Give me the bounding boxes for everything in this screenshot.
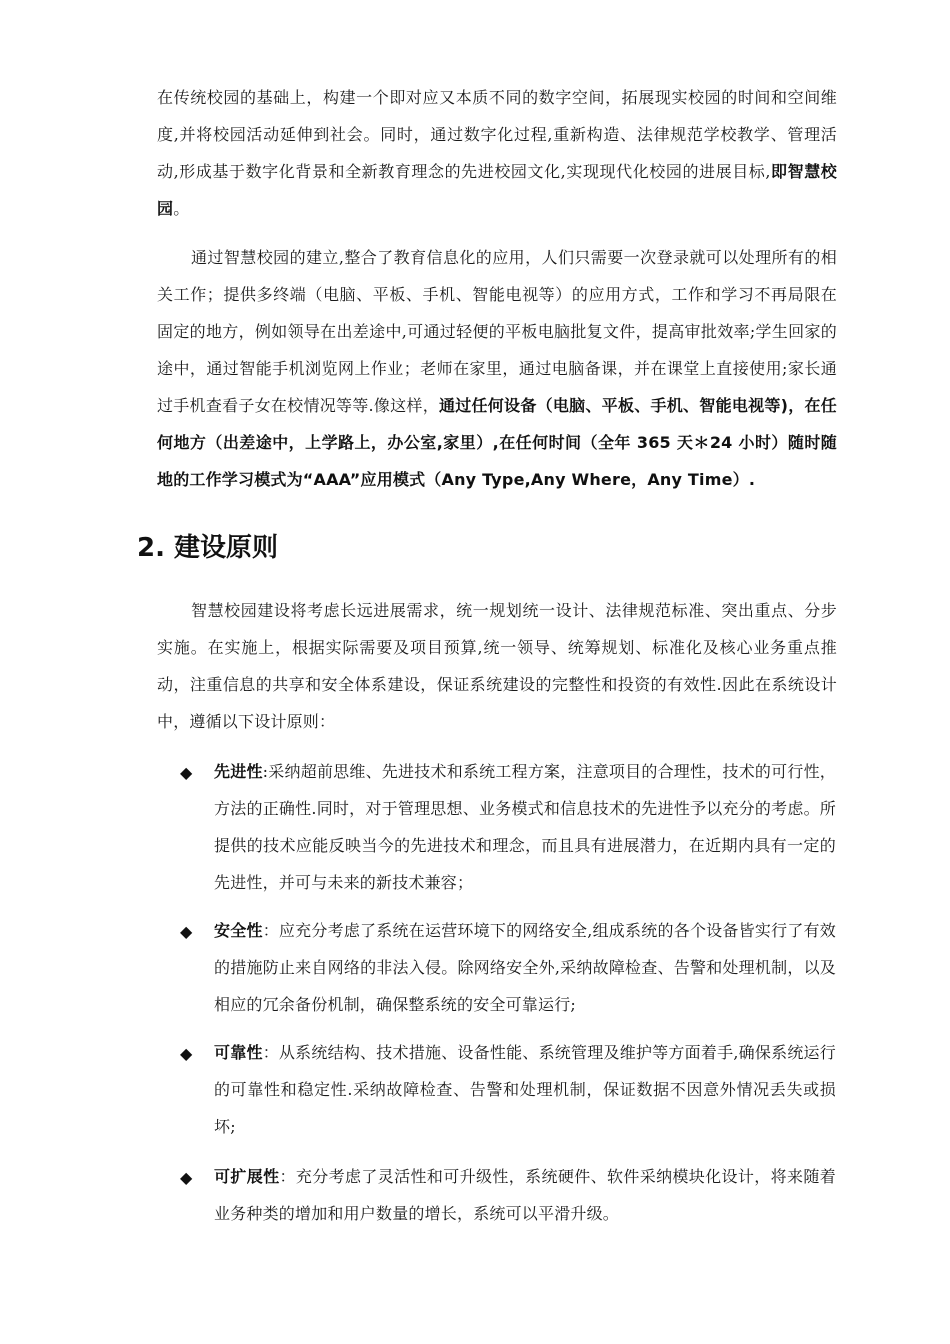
bullet-body: ：从系统结构、技术措施、设备性能、系统管理及维护等方面着手,确保系统运行的可靠性和稳定性.采纳故障检查、告警和处理机制，保证数据不因意外情况丢失或损坏;	[214, 1043, 836, 1136]
intro-paragraph	[157, 79, 837, 227]
diamond-bullet-icon: ◆	[180, 763, 193, 782]
bullet-body: ：充分考虑了灵活性和可升级性，系统硬件、软件采纳模块化设计，将来随着业务种类的增加和用户数量的增长，系统可以平滑升级。	[214, 1167, 836, 1223]
diamond-bullet-icon: ◆	[180, 922, 193, 941]
principles-intro-paragraph: 智慧校园建设将考虑长远进展需求，统一规划统一设计、法律规范标准、突出重点、分步实施。在实施上，根据实际需要及项目预算,统一领导、统筹规划、标准化及核心业务重点推动，注重信息的共享和安全体系建设，保证系统建设的完整性和投资的有效性.因此在系统设计中，遵循以下设计原则：	[157, 601, 837, 731]
bullet-security	[214, 912, 836, 1023]
diamond-bullet-icon: ◆	[180, 1168, 193, 1187]
aaa-mode-paragraph	[157, 239, 837, 498]
intro-bold-text: 即智慧校园	[157, 162, 837, 218]
bullet-advanced	[214, 753, 836, 901]
bullet-reliability	[214, 1034, 836, 1145]
bullet-body: ：应充分考虑了系统在运营环境下的网络安全,组成系统的各个设备皆实行了有效的措施防止来自网络的非法入侵。除网络安全外,采纳故障检查、告警和处理机制，以及相应的冗余备份机制，确保整系统的安全可靠运行;	[214, 921, 836, 1014]
bullet-term: 可扩展性	[214, 1167, 280, 1186]
bullet-scalability	[214, 1158, 836, 1232]
section-heading: 2. 建设原则	[137, 533, 279, 563]
intro-end: 。	[173, 199, 190, 218]
bullet-term: 可靠性	[214, 1043, 263, 1062]
diamond-bullet-icon: ◆	[180, 1044, 193, 1063]
bullet-term: 先进性	[214, 762, 263, 781]
intro-text: 在传统校园的基础上，构建一个即对应又本质不同的数字空间，拓展现实校园的时间和空间维度,并将校园活动延伸到社会。同时，通过数字化过程,重新构造、法律规范学校教学、管理活动,形成基于数字化背景和全新教育理念的先进校园文化,实现现代化校园的进展目标,	[157, 88, 837, 181]
aaa-mode-text: 通过智慧校园的建立,整合了教育信息化的应用，人们只需要一次登录就可以处理所有的相关工作；提供多终端（电脑、平板、手机、智能电视等）的应用方式，工作和学习不再局限在固定的地方，例如领导在出差途中,可通过轻便的平板电脑批复文件，提高审批效率;学生回家的途中，通过智能手机浏览网上作业；老师在家里，通过电脑备课，并在课堂上直接使用;家长通过手机查看子女在校情况等等.像这样，	[157, 248, 837, 415]
bullet-term: 安全性	[214, 921, 263, 940]
bullet-body: :采纳超前思维、先进技术和系统工程方案，注意项目的合理性，技术的可行性，方法的正确性.同时，对于管理思想、业务模式和信息技术的先进性予以充分的考虑。所提供的技术应能反映当今的先进技术和理念，而且具有进展潜力，在近期内具有一定的先进性，并可与未来的新技术兼容；	[214, 762, 836, 892]
aaa-mode-bold-text: 通过任何设备（电脑、平板、手机、智能电视等)，在任何地方（出差途中，上学路上，办公室,家里）,在任何时间（全年 365 天＊24 小时）随时随地的工作学习模式为“AAA”应用模式（Any Type,Any Where，Any Time）.	[157, 396, 837, 489]
